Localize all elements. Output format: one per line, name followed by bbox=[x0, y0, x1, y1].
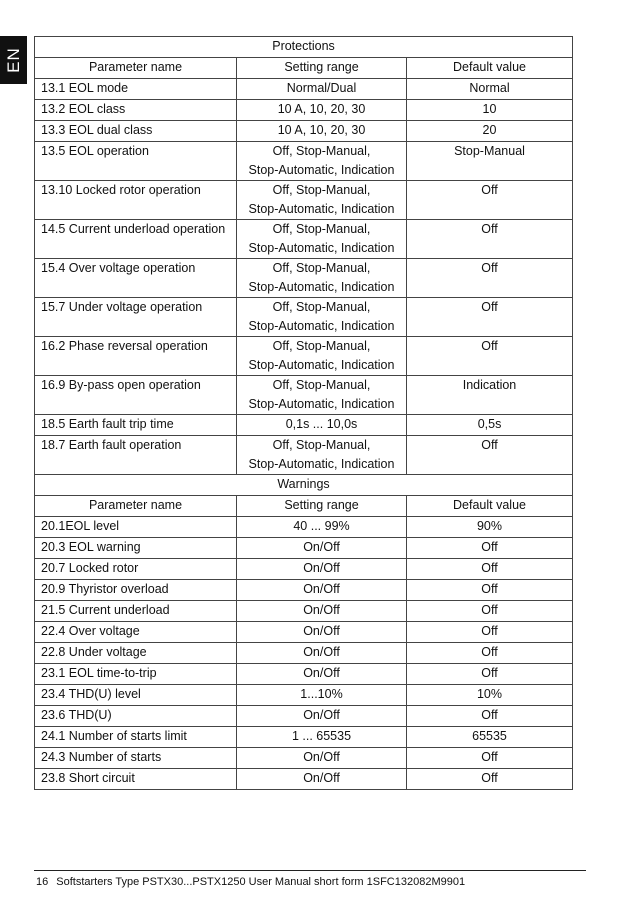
setting-range bbox=[237, 622, 407, 643]
table-row bbox=[35, 769, 573, 790]
default-value: 10 bbox=[407, 100, 573, 121]
table-row bbox=[35, 580, 573, 601]
default-value: 10% bbox=[407, 685, 573, 706]
default-value: Off bbox=[407, 220, 573, 259]
setting-range-line: Stop-Automatic, Indication bbox=[248, 163, 395, 177]
default-value: Off bbox=[407, 664, 573, 685]
table-row bbox=[35, 181, 573, 220]
default-value: Indication bbox=[407, 376, 573, 415]
parameter-name: 20.9 Thyristor overload bbox=[35, 580, 237, 601]
table-row bbox=[35, 538, 573, 559]
default-value: Off bbox=[407, 298, 573, 337]
table-row bbox=[35, 79, 573, 100]
parameter-name: 16.9 By-pass open operation bbox=[35, 376, 237, 415]
setting-range bbox=[237, 79, 407, 100]
column-header: Default value bbox=[407, 496, 573, 517]
parameter-name: 13.1 EOL mode bbox=[35, 79, 237, 100]
setting-range-line: Normal/Dual bbox=[286, 81, 357, 95]
setting-range-line: On/Off bbox=[303, 624, 340, 638]
warnings-section-header bbox=[35, 475, 573, 496]
setting-range-line: 1 ... 65535 bbox=[291, 729, 352, 743]
setting-range bbox=[237, 769, 407, 790]
parameter-name: 23.4 THD(U) level bbox=[35, 685, 237, 706]
setting-range bbox=[237, 748, 407, 769]
parameter-name: 14.5 Current underload operation bbox=[35, 220, 237, 259]
setting-range-line: On/Off bbox=[303, 603, 340, 617]
parameter-name: 15.4 Over voltage operation bbox=[35, 259, 237, 298]
default-value: Off bbox=[407, 580, 573, 601]
page-number: 16 bbox=[36, 876, 49, 888]
parameter-name: 21.5 Current underload bbox=[35, 601, 237, 622]
setting-range bbox=[237, 337, 407, 376]
default-value: Stop-Manual bbox=[407, 142, 573, 181]
warnings-column-headers bbox=[35, 496, 573, 517]
table-row bbox=[35, 601, 573, 622]
table-row bbox=[35, 436, 573, 475]
setting-range-line: On/Off bbox=[303, 582, 340, 596]
setting-range-line: Stop-Automatic, Indication bbox=[248, 358, 395, 372]
default-value: Off bbox=[407, 259, 573, 298]
setting-range-line: Stop-Automatic, Indication bbox=[248, 202, 395, 216]
table-row bbox=[35, 685, 573, 706]
setting-range-line: On/Off bbox=[303, 771, 340, 785]
table-row bbox=[35, 517, 573, 538]
setting-range-line: Stop-Automatic, Indication bbox=[248, 319, 395, 333]
parameter-name: 20.3 EOL warning bbox=[35, 538, 237, 559]
table-row bbox=[35, 100, 573, 121]
default-value: Off bbox=[407, 769, 573, 790]
setting-range-line: Off, Stop-Manual, bbox=[272, 438, 371, 452]
setting-range bbox=[237, 121, 407, 142]
setting-range-line: Stop-Automatic, Indication bbox=[248, 241, 395, 255]
table-row bbox=[35, 559, 573, 580]
column-header: Default value bbox=[407, 58, 573, 79]
parameters-table bbox=[34, 36, 573, 790]
parameter-name: 18.7 Earth fault operation bbox=[35, 436, 237, 475]
setting-range-line: Off, Stop-Manual, bbox=[272, 378, 371, 392]
parameter-name: 23.6 THD(U) bbox=[35, 706, 237, 727]
language-label: EN bbox=[3, 47, 23, 73]
default-value: 0,5s bbox=[407, 415, 573, 436]
parameter-name: 24.1 Number of starts limit bbox=[35, 727, 237, 748]
protections-section-header bbox=[35, 37, 573, 58]
default-value: Off bbox=[407, 748, 573, 769]
setting-range-line: Stop-Automatic, Indication bbox=[248, 280, 395, 294]
parameter-name: 16.2 Phase reversal operation bbox=[35, 337, 237, 376]
parameter-name: 20.1EOL level bbox=[35, 517, 237, 538]
setting-range bbox=[237, 685, 407, 706]
default-value: Off bbox=[407, 643, 573, 664]
setting-range bbox=[237, 142, 407, 181]
setting-range-line: On/Off bbox=[303, 750, 340, 764]
setting-range-line: Off, Stop-Manual, bbox=[272, 222, 371, 236]
setting-range bbox=[237, 415, 407, 436]
parameter-name: 23.1 EOL time-to-trip bbox=[35, 664, 237, 685]
section-title: Protections bbox=[35, 37, 573, 58]
table-row bbox=[35, 337, 573, 376]
table-row bbox=[35, 727, 573, 748]
setting-range bbox=[237, 181, 407, 220]
column-header: Parameter name bbox=[35, 496, 237, 517]
parameter-name: 15.7 Under voltage operation bbox=[35, 298, 237, 337]
default-value: Off bbox=[407, 601, 573, 622]
default-value: Off bbox=[407, 436, 573, 475]
setting-range bbox=[237, 376, 407, 415]
default-value: Off bbox=[407, 622, 573, 643]
parameter-name: 22.4 Over voltage bbox=[35, 622, 237, 643]
default-value: Off bbox=[407, 538, 573, 559]
table-row bbox=[35, 121, 573, 142]
parameter-name: 23.8 Short circuit bbox=[35, 769, 237, 790]
setting-range bbox=[237, 664, 407, 685]
setting-range bbox=[237, 727, 407, 748]
setting-range-line: On/Off bbox=[303, 708, 340, 722]
protections-column-headers bbox=[35, 58, 573, 79]
table-row bbox=[35, 415, 573, 436]
setting-range-line: On/Off bbox=[303, 561, 340, 575]
setting-range bbox=[237, 580, 407, 601]
setting-range-line: Off, Stop-Manual, bbox=[272, 261, 371, 275]
table-row bbox=[35, 259, 573, 298]
section-title: Warnings bbox=[35, 475, 573, 496]
setting-range-line: Off, Stop-Manual, bbox=[272, 339, 371, 353]
parameter-name: 13.3 EOL dual class bbox=[35, 121, 237, 142]
table-row bbox=[35, 622, 573, 643]
setting-range-line: Stop-Automatic, Indication bbox=[248, 457, 395, 471]
parameter-name: 20.7 Locked rotor bbox=[35, 559, 237, 580]
setting-range bbox=[237, 298, 407, 337]
setting-range-line: Off, Stop-Manual, bbox=[272, 300, 371, 314]
default-value: 65535 bbox=[407, 727, 573, 748]
setting-range bbox=[237, 517, 407, 538]
setting-range bbox=[237, 559, 407, 580]
setting-range-line: 1...10% bbox=[300, 687, 343, 701]
table-row bbox=[35, 376, 573, 415]
setting-range-line: 10 A, 10, 20, 30 bbox=[277, 102, 366, 116]
parameter-name: 22.8 Under voltage bbox=[35, 643, 237, 664]
setting-range bbox=[237, 601, 407, 622]
setting-range-line: Off, Stop-Manual, bbox=[272, 183, 371, 197]
parameter-name: 13.10 Locked rotor operation bbox=[35, 181, 237, 220]
setting-range-line: On/Off bbox=[303, 666, 340, 680]
column-header: Setting range bbox=[237, 496, 407, 517]
setting-range bbox=[237, 259, 407, 298]
table-row bbox=[35, 142, 573, 181]
parameter-name: 13.5 EOL operation bbox=[35, 142, 237, 181]
parameter-name: 18.5 Earth fault trip time bbox=[35, 415, 237, 436]
page-footer bbox=[36, 876, 465, 888]
default-value: 90% bbox=[407, 517, 573, 538]
setting-range bbox=[237, 643, 407, 664]
parameter-name: 24.3 Number of starts bbox=[35, 748, 237, 769]
default-value: Off bbox=[407, 706, 573, 727]
parameters-table-body bbox=[35, 37, 573, 790]
default-value: Off bbox=[407, 181, 573, 220]
setting-range bbox=[237, 220, 407, 259]
setting-range bbox=[237, 100, 407, 121]
footer-divider bbox=[34, 870, 586, 871]
default-value: Normal bbox=[407, 79, 573, 100]
table-row bbox=[35, 706, 573, 727]
default-value: Off bbox=[407, 559, 573, 580]
table-row bbox=[35, 748, 573, 769]
setting-range-line: On/Off bbox=[303, 540, 340, 554]
table-row bbox=[35, 220, 573, 259]
setting-range-line: 0,1s ... 10,0s bbox=[285, 417, 358, 431]
setting-range-line: Off, Stop-Manual, bbox=[272, 144, 371, 158]
setting-range-line: 40 ... 99% bbox=[293, 519, 350, 533]
table-row bbox=[35, 298, 573, 337]
setting-range-line: 10 A, 10, 20, 30 bbox=[277, 123, 366, 137]
default-value: Off bbox=[407, 337, 573, 376]
footer-text: Softstarters Type PSTX30...PSTX1250 User Manual short form 1SFC132082M9901 bbox=[56, 876, 466, 888]
table-row bbox=[35, 643, 573, 664]
setting-range-line: Stop-Automatic, Indication bbox=[248, 397, 395, 411]
language-tab bbox=[0, 36, 27, 84]
column-header: Setting range bbox=[237, 58, 407, 79]
column-header: Parameter name bbox=[35, 58, 237, 79]
setting-range bbox=[237, 706, 407, 727]
setting-range bbox=[237, 436, 407, 475]
table-row bbox=[35, 664, 573, 685]
setting-range-line: On/Off bbox=[303, 645, 340, 659]
setting-range bbox=[237, 538, 407, 559]
default-value: 20 bbox=[407, 121, 573, 142]
parameter-name: 13.2 EOL class bbox=[35, 100, 237, 121]
